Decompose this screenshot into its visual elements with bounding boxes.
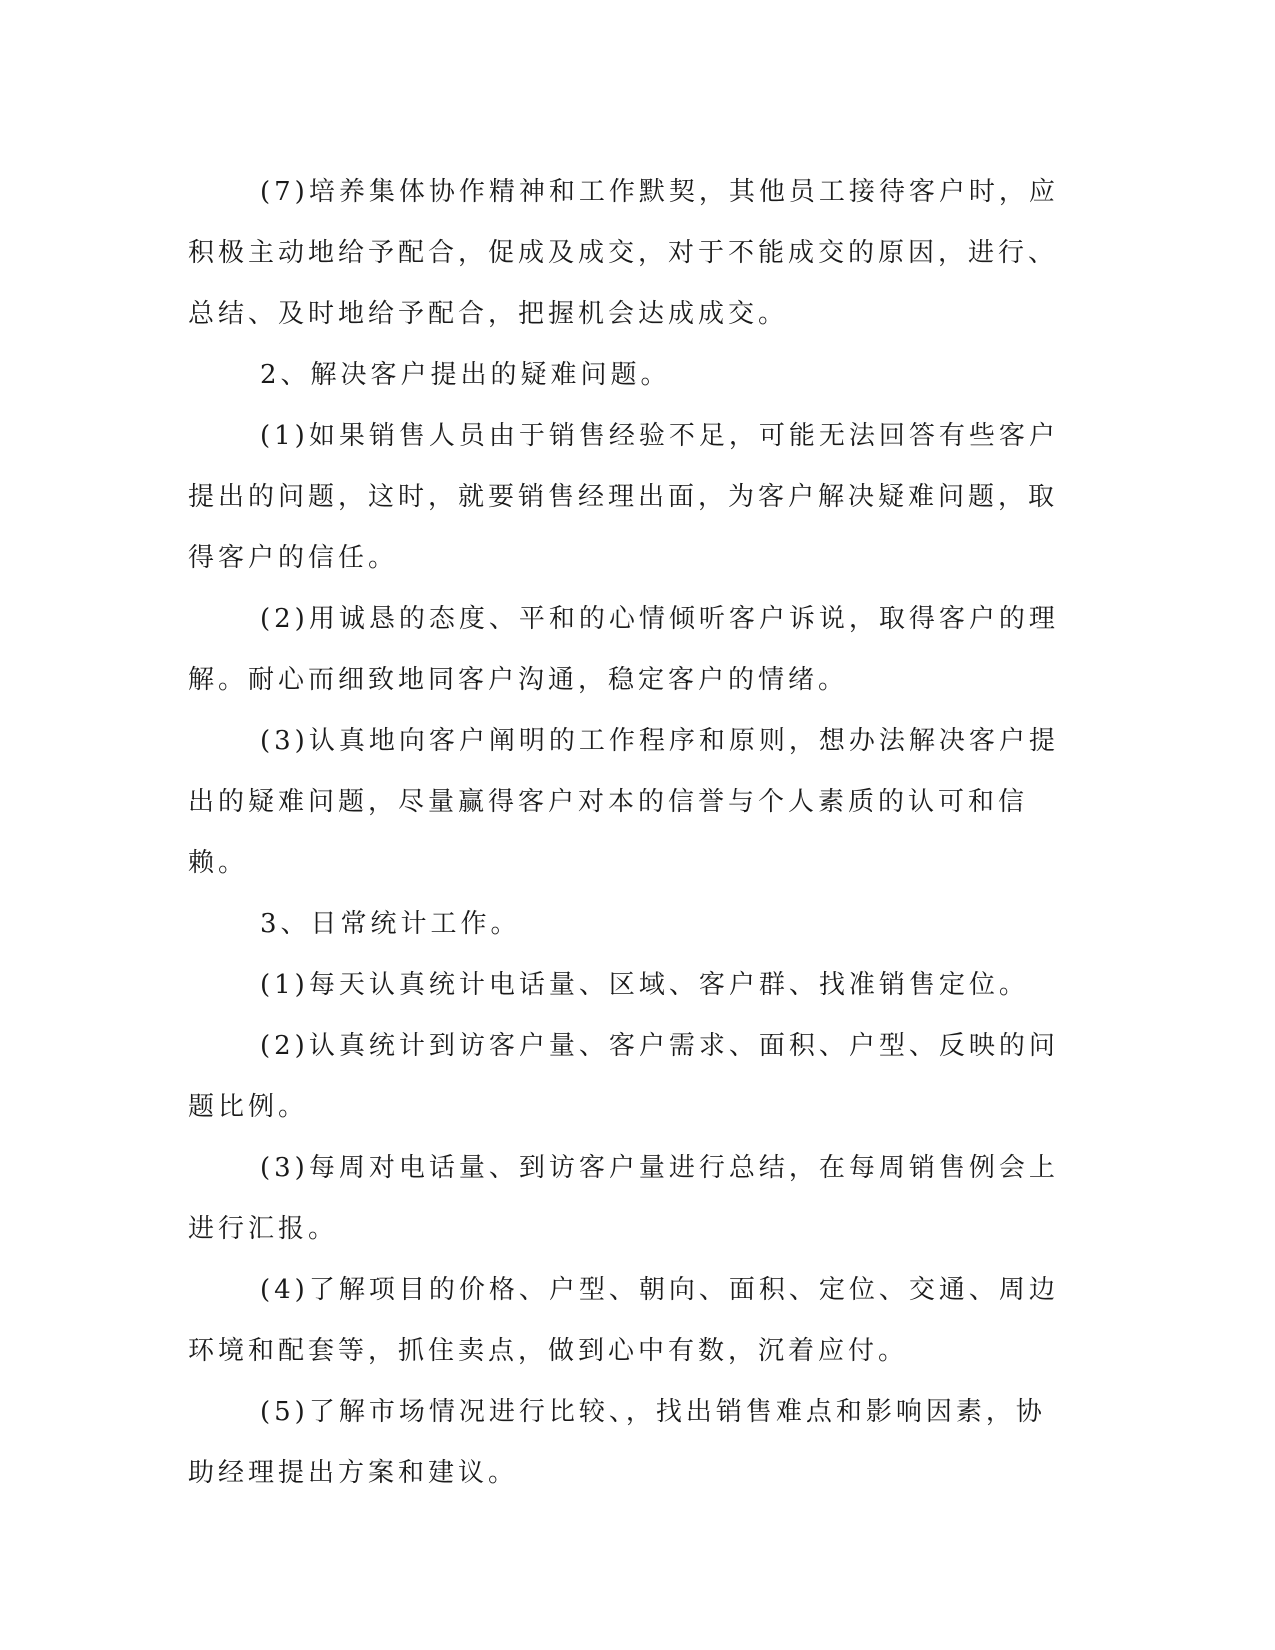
paragraph-weekly-summary: (3)每周对电话量、到访客户量进行总结，在每周销售例会上进行汇报。 [188,1153,1059,1244]
document-body [188,162,1068,1504]
paragraph-manager-assist: (1)如果销售人员由于销售经验不足，可能无法回答有些客户提出的问题，这时，就要销售经理出面，为客户解决疑难问题，取得客户的信任。 [188,421,1059,573]
paragraph-call-statistics: (1)每天认真统计电话量、区域、客户群、找准销售定位。 [260,970,1029,1000]
paragraph-market-analysis: (5)了解市场情况进行比较、，找出销售难点和影响因素，协助经理提出方案和建议。 [188,1397,1046,1488]
paragraph-teamwork: (7)培养集体协作精神和工作默契，其他员工接待客户时，应积极主动地给予配合，促成及成交，对于不能成交的原因，进行、总结、及时地给予配合，把握机会达成成交。 [188,177,1059,329]
heading-daily-statistics: 3、日常统计工作。 [260,909,521,939]
paragraph-sincere-attitude: (2)用诚恳的态度、平和的心情倾听客户诉说，取得客户的理解。耐心而细致地同客户沟通，稳定客户的情绪。 [188,604,1059,695]
paragraph-visitor-statistics: (2)认真统计到访客户量、客户需求、面积、户型、反映的问题比例。 [188,1031,1059,1122]
paragraph-project-knowledge: (4)了解项目的价格、户型、朝向、面积、定位、交通、周边环境和配套等，抓住卖点，做到心中有数，沉着应付。 [188,1275,1059,1366]
heading-resolve-questions: 2、解决客户提出的疑难问题。 [260,360,671,390]
paragraph-explain-procedure: (3)认真地向客户阐明的工作程序和原则，想办法解决客户提出的疑难问题，尽量赢得客户对本的信誉与个人素质的认可和信赖。 [188,726,1059,878]
